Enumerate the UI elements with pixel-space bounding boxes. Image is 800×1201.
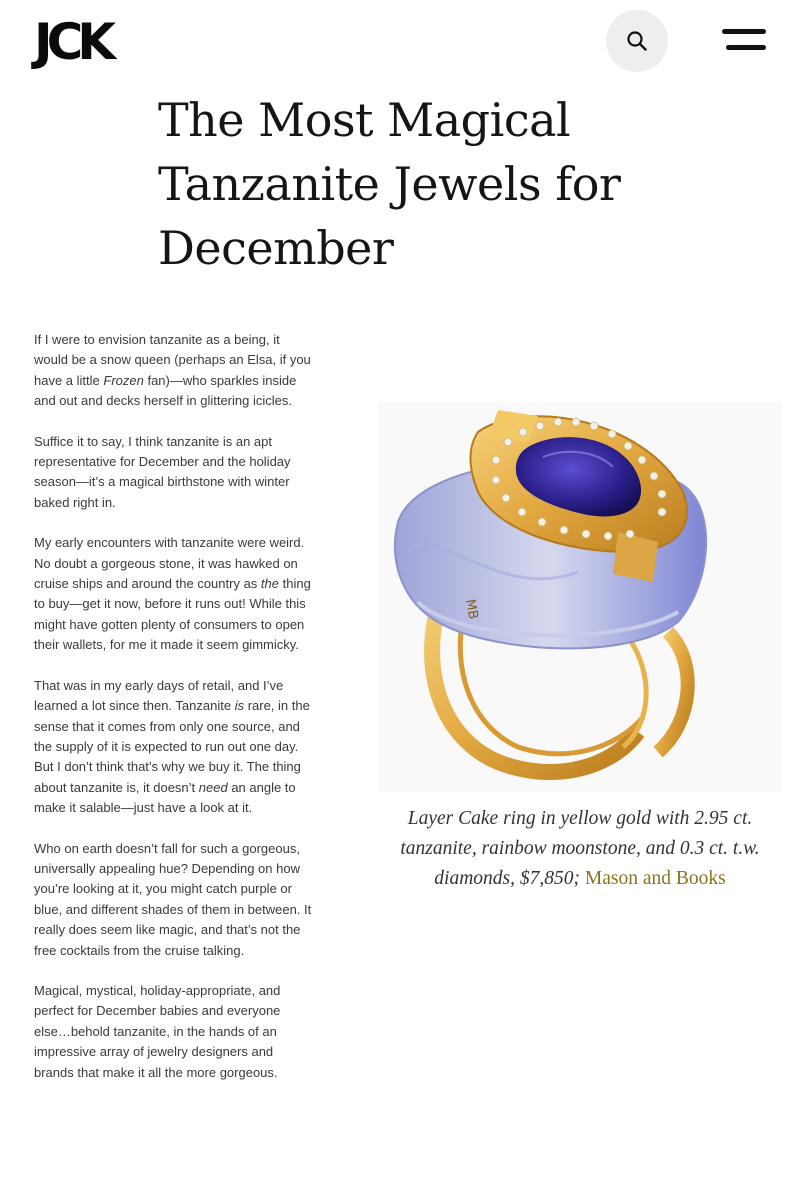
article-title: The Most Magical Tanzanite Jewels for December bbox=[158, 93, 621, 275]
ring-image bbox=[378, 402, 782, 792]
site-header bbox=[0, 0, 800, 80]
paragraph: Magical, mystical, holiday-appropriate, and perfect for December babies and everyone else…behold tanzanite, in the hands of an impressive array of jewelry designers and brands that make it all the more gorgeous. bbox=[34, 982, 281, 1080]
hamburger-menu-button[interactable] bbox=[722, 26, 770, 58]
hamburger-menu-icon-line bbox=[726, 45, 766, 50]
hamburger-menu-icon bbox=[722, 29, 766, 34]
jck-logo[interactable]: JCK bbox=[34, 13, 111, 71]
paragraph: Suffice it to say, I think tanzanite is an apt representative for December and the holiday season—it’s a magical birthstone with winter baked right in. bbox=[34, 433, 291, 510]
ring-engraving: MB bbox=[462, 598, 481, 621]
article-body bbox=[34, 330, 314, 1103]
search-icon bbox=[626, 30, 648, 52]
search-button[interactable] bbox=[606, 10, 668, 72]
image-caption: Layer Cake ring in yellow gold with 2.95 ct. tanzanite, rainbow moonstone, and 0.3 ct. t.w. diamonds, $7,850; Mason and Books bbox=[400, 808, 760, 889]
caption-link[interactable]: Mason and Books bbox=[584, 868, 726, 889]
paragraph: My early encounters with tanzanite were weird. No doubt a gorgeous stone, it was hawked on cruise ships and around the country as the thing to buy—get it now, before it runs out! While this might have gotten plenty of consumers to open their wallets, for me it made it seem gimmicky. bbox=[34, 535, 311, 653]
paragraph: Who on earth doesn’t fall for such a gorgeous, universally appealing hue? Depending on how you’re looking at it, you might catch purple or blue, and different shades of them in between. It really does seem like magic, and that’s not the free cocktails from the cruise talking. bbox=[34, 840, 312, 958]
paragraph: That was in my early days of retail, and I’ve learned a lot since then. Tanzanite is rare, in the sense that it comes from only one source, and the supply of it is expected to run out one day. But I don’t think that’s why we buy it. The thing about tanzanite is, it doesn’t need an angle to make it salable—just have a look at it. bbox=[34, 677, 310, 816]
paragraph: If I were to envision tanzanite as a being, it would be a snow queen (perhaps an Elsa, if you have a little Frozen fan)—who sparkles inside and out and decks herself in glittering icicles. bbox=[34, 332, 311, 409]
